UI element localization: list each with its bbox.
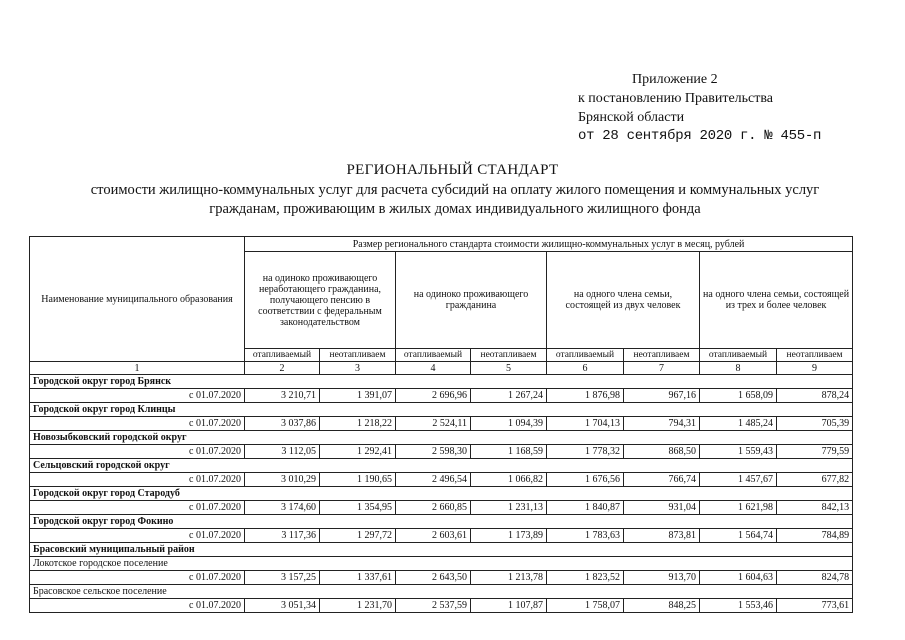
value-cell: 1 778,32	[547, 445, 624, 459]
header-heated: отапливаемый	[396, 349, 471, 362]
value-cell: 1 267,24	[471, 389, 547, 403]
value-cell: 2 660,85	[396, 501, 471, 515]
header-heated: отапливаемый	[547, 349, 624, 362]
effective-date: с 01.07.2020	[30, 529, 245, 543]
header-unheated: неотапливаем	[471, 349, 547, 362]
value-cell: 2 524,11	[396, 417, 471, 431]
value-cell: 931,04	[624, 501, 700, 515]
municipality-row	[30, 459, 853, 473]
appendix-decree: к постановлению Правительства	[578, 91, 774, 106]
header-unheated: неотапливаем	[320, 349, 396, 362]
value-cell: 824,78	[777, 571, 853, 585]
value-cell: 2 696,96	[396, 389, 471, 403]
municipality-row	[30, 543, 853, 557]
value-cell: 842,13	[777, 501, 853, 515]
column-number: 6	[547, 362, 624, 375]
value-cell: 3 051,34	[245, 599, 320, 613]
value-cell: 1 391,07	[320, 389, 396, 403]
effective-date: с 01.07.2020	[30, 571, 245, 585]
value-cell: 913,70	[624, 571, 700, 585]
settlement-name: Локотское городское поселение	[30, 557, 853, 571]
value-cell: 1 758,07	[547, 599, 624, 613]
standards-table	[29, 236, 853, 613]
value-cell: 1 621,98	[700, 501, 777, 515]
value-cell: 1 676,56	[547, 473, 624, 487]
municipality-row	[30, 375, 853, 389]
effective-date: с 01.07.2020	[30, 599, 245, 613]
header-group-single: на одиноко проживающего гражданина	[396, 252, 547, 349]
value-cell: 1 173,89	[471, 529, 547, 543]
value-cell: 1 218,22	[320, 417, 396, 431]
value-cell: 1 213,78	[471, 571, 547, 585]
header-group-pensioner: на одиноко проживающего неработающего гражданина, получающего пенсию в соответствии с федеральным законодательством	[245, 252, 396, 349]
value-cell: 2 598,30	[396, 445, 471, 459]
appendix-block	[578, 70, 878, 146]
value-cell: 1 337,61	[320, 571, 396, 585]
header-unheated: неотапливаем	[624, 349, 700, 362]
table-row	[30, 501, 853, 515]
header-standard-size: Размер регионального стандарта стоимости жилищно-коммунальных услуг в месяц, рублей	[245, 237, 853, 252]
value-cell: 1 559,43	[700, 445, 777, 459]
column-number: 3	[320, 362, 396, 375]
column-number: 1	[30, 362, 245, 375]
value-cell: 1 876,98	[547, 389, 624, 403]
municipality-name: Сельцовский городской округ	[30, 459, 853, 473]
column-number: 9	[777, 362, 853, 375]
value-cell: 967,16	[624, 389, 700, 403]
appendix-region: Брянской области	[578, 110, 685, 125]
effective-date: с 01.07.2020	[30, 473, 245, 487]
value-cell: 2 496,54	[396, 473, 471, 487]
document-subtitle: стоимости жилищно-коммунальных услуг для расчета субсидий на оплату жилого помещения и коммунальных услуг гражданам, проживающим в жилых домах индивидуального жилищного фонда	[90, 182, 820, 217]
value-cell: 3 157,25	[245, 571, 320, 585]
value-cell: 878,24	[777, 389, 853, 403]
header-heated: отапливаемый	[245, 349, 320, 362]
value-cell: 794,31	[624, 417, 700, 431]
municipality-name: Городской округ город Брянск	[30, 375, 853, 389]
value-cell: 2 643,50	[396, 571, 471, 585]
value-cell: 705,39	[777, 417, 853, 431]
value-cell: 3 010,29	[245, 473, 320, 487]
column-number: 7	[624, 362, 700, 375]
municipality-row	[30, 403, 853, 417]
column-number: 5	[471, 362, 547, 375]
value-cell: 2 603,61	[396, 529, 471, 543]
value-cell: 873,81	[624, 529, 700, 543]
value-cell: 1 604,63	[700, 571, 777, 585]
table-row	[30, 389, 853, 403]
value-cell: 1 704,13	[547, 417, 624, 431]
settlement-row	[30, 585, 853, 599]
header-group-family-three: на одного члена семьи, состоящей из трех и более человек	[700, 252, 853, 349]
effective-date: с 01.07.2020	[30, 417, 245, 431]
effective-date: с 01.07.2020	[30, 389, 245, 403]
value-cell: 784,89	[777, 529, 853, 543]
municipality-name: Новозыбковский городской округ	[30, 431, 853, 445]
value-cell: 1 297,72	[320, 529, 396, 543]
value-cell: 3 210,71	[245, 389, 320, 403]
table-row	[30, 529, 853, 543]
table-row	[30, 571, 853, 585]
appendix-title: Приложение 2	[632, 72, 718, 87]
value-cell: 773,61	[777, 599, 853, 613]
effective-date: с 01.07.2020	[30, 445, 245, 459]
settlement-row	[30, 557, 853, 571]
municipality-row	[30, 431, 853, 445]
column-number: 8	[700, 362, 777, 375]
value-cell: 3 112,05	[245, 445, 320, 459]
municipality-name: Городской округ город Клинцы	[30, 403, 853, 417]
value-cell: 3 117,36	[245, 529, 320, 543]
value-cell: 1 564,74	[700, 529, 777, 543]
column-number: 2	[245, 362, 320, 375]
value-cell: 1 066,82	[471, 473, 547, 487]
value-cell: 766,74	[624, 473, 700, 487]
table-row	[30, 599, 853, 613]
value-cell: 3 037,86	[245, 417, 320, 431]
table-row	[30, 445, 853, 459]
value-cell: 677,82	[777, 473, 853, 487]
value-cell: 1 553,46	[700, 599, 777, 613]
value-cell: 1 292,41	[320, 445, 396, 459]
value-cell: 1 231,70	[320, 599, 396, 613]
value-cell: 2 537,59	[396, 599, 471, 613]
value-cell: 1 231,13	[471, 501, 547, 515]
value-cell: 868,50	[624, 445, 700, 459]
value-cell: 1 658,09	[700, 389, 777, 403]
value-cell: 1 485,24	[700, 417, 777, 431]
effective-date: с 01.07.2020	[30, 501, 245, 515]
header-group-family-two: на одного члена семьи, состоящей из двух человек	[547, 252, 700, 349]
value-cell: 779,59	[777, 445, 853, 459]
value-cell: 1 457,67	[700, 473, 777, 487]
document-title: РЕГИОНАЛЬНЫЙ СТАНДАРТ	[346, 162, 559, 178]
settlement-name: Брасовское сельское поселение	[30, 585, 853, 599]
municipality-name: Брасовский муниципальный район	[30, 543, 853, 557]
header-municipality: Наименование муниципального образования	[30, 237, 245, 362]
municipality-name: Городской округ город Фокино	[30, 515, 853, 529]
value-cell: 1 094,39	[471, 417, 547, 431]
municipality-row	[30, 515, 853, 529]
value-cell: 848,25	[624, 599, 700, 613]
appendix-date: от 28 сентября 2020 г. № 455-п	[578, 128, 822, 144]
municipality-row	[30, 487, 853, 501]
table-row	[30, 417, 853, 431]
value-cell: 3 174,60	[245, 501, 320, 515]
value-cell: 1 840,87	[547, 501, 624, 515]
table-row	[30, 473, 853, 487]
column-number: 4	[396, 362, 471, 375]
municipality-name: Городской округ город Стародуб	[30, 487, 853, 501]
value-cell: 1 107,87	[471, 599, 547, 613]
value-cell: 1 190,65	[320, 473, 396, 487]
value-cell: 1 823,52	[547, 571, 624, 585]
value-cell: 1 168,59	[471, 445, 547, 459]
header-unheated: неотапливаем	[777, 349, 853, 362]
header-heated: отапливаемый	[700, 349, 777, 362]
value-cell: 1 783,63	[547, 529, 624, 543]
value-cell: 1 354,95	[320, 501, 396, 515]
